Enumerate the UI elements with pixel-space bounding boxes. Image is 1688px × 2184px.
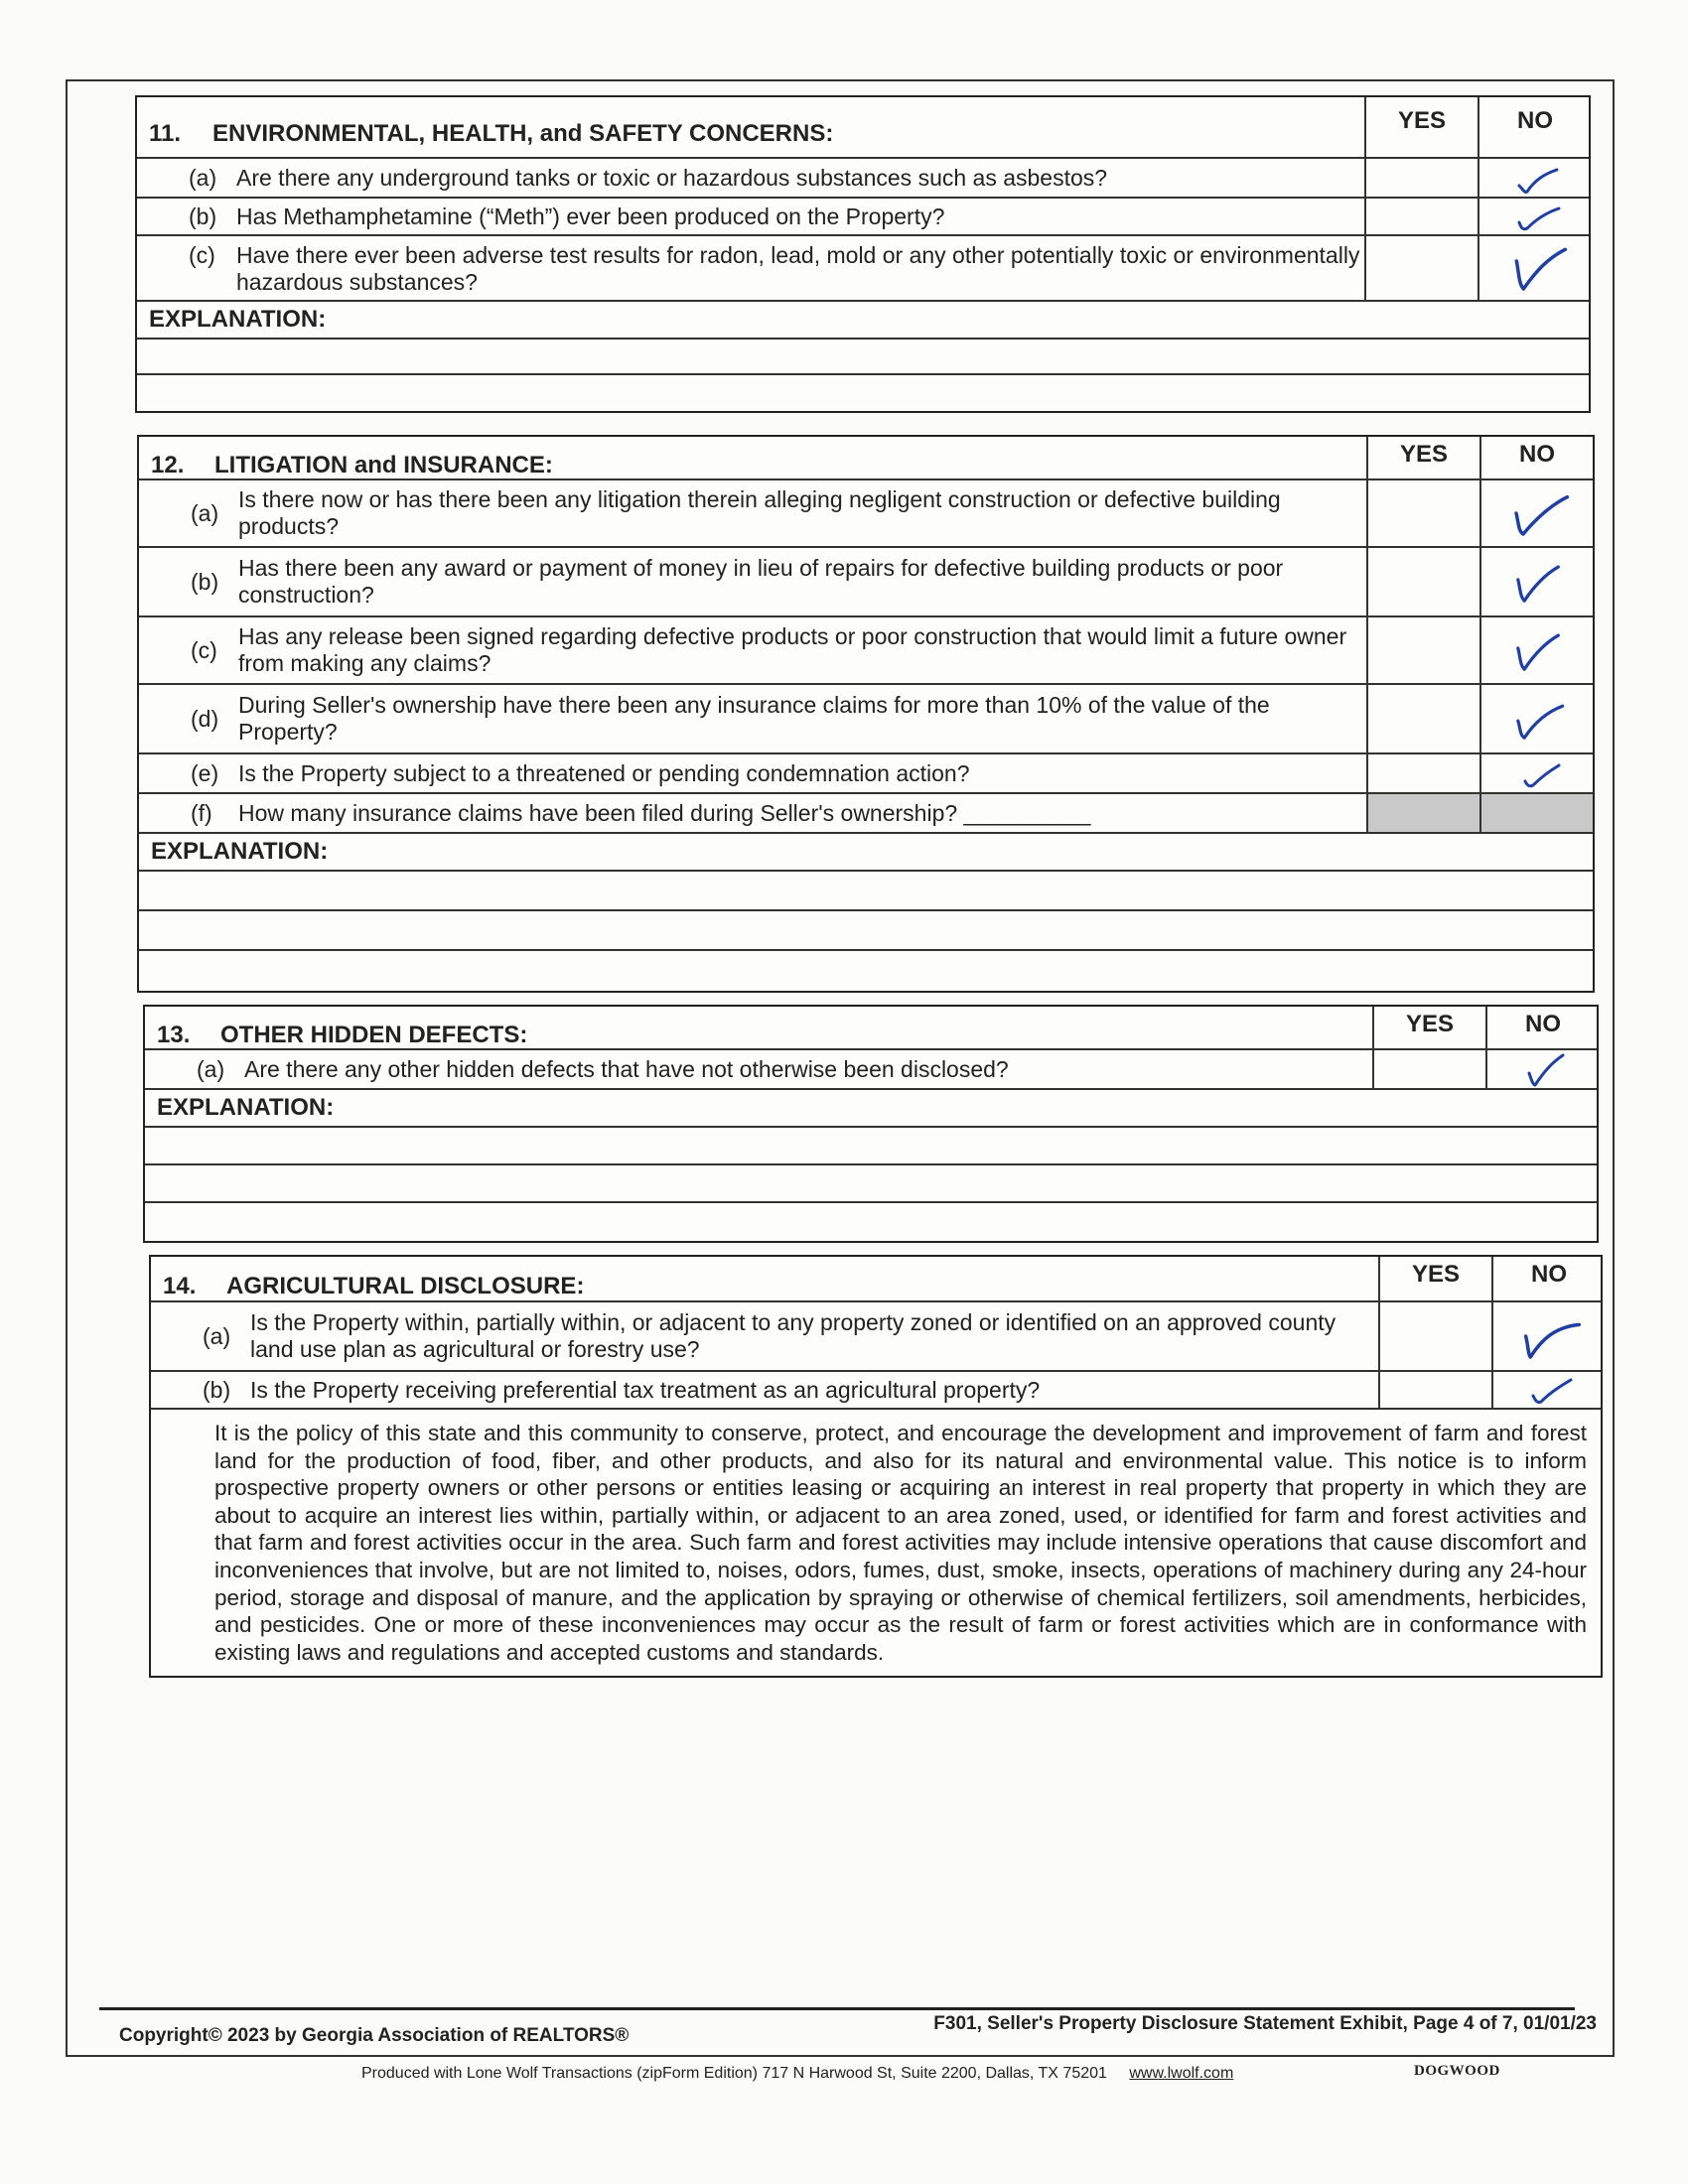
question-letter: (b) bbox=[189, 203, 217, 229]
shaded-cell bbox=[1366, 794, 1479, 832]
section-14-header bbox=[151, 1257, 1601, 1302]
explanation-line[interactable] bbox=[137, 340, 1589, 375]
explanation-line[interactable] bbox=[145, 1165, 1597, 1203]
checkmark-icon bbox=[1505, 195, 1565, 238]
question-12e bbox=[139, 754, 1593, 794]
checkmark-icon bbox=[1507, 751, 1567, 795]
question-14b bbox=[151, 1372, 1601, 1410]
question-letter: (a) bbox=[191, 499, 219, 526]
explanation-label: EXPLANATION: bbox=[151, 838, 329, 865]
explanation-line[interactable] bbox=[139, 872, 1593, 911]
checkmark-icon bbox=[1505, 624, 1569, 676]
checkmark-icon bbox=[1505, 556, 1569, 608]
question-letter: (d) bbox=[191, 705, 219, 732]
lwolf-link[interactable]: www.lwolf.com bbox=[1129, 2065, 1234, 2082]
question-11a bbox=[137, 159, 1589, 199]
no-checkbox[interactable] bbox=[1479, 617, 1593, 683]
yes-checkbox[interactable] bbox=[1372, 1050, 1485, 1088]
no-checkbox[interactable] bbox=[1491, 1302, 1605, 1370]
no-checkbox[interactable] bbox=[1479, 754, 1593, 792]
explanation-label: EXPLANATION: bbox=[149, 306, 327, 333]
yes-checkbox[interactable] bbox=[1366, 548, 1479, 615]
no-checkbox[interactable] bbox=[1485, 1050, 1599, 1088]
no-column-header: NO bbox=[1491, 1257, 1605, 1300]
explanation-line[interactable] bbox=[145, 1128, 1597, 1165]
question-letter: (a) bbox=[189, 164, 217, 191]
question-letter: (e) bbox=[191, 759, 219, 786]
no-checkbox[interactable] bbox=[1477, 199, 1591, 234]
question-text: Are there any underground tanks or toxic or hazardous substances such as asbestos? bbox=[236, 164, 1108, 191]
explanation-line[interactable] bbox=[139, 951, 1593, 991]
question-text: Is there now or has there been any litigation therein alleging negligent construction or defective building products? bbox=[238, 486, 1281, 539]
section-12 bbox=[137, 435, 1595, 993]
yes-checkbox[interactable] bbox=[1364, 236, 1477, 300]
checkmark-icon bbox=[1514, 1310, 1584, 1362]
question-12b bbox=[139, 548, 1593, 617]
question-11c bbox=[137, 236, 1589, 302]
checkmark-icon bbox=[1513, 1047, 1573, 1091]
explanation-line[interactable] bbox=[139, 911, 1593, 951]
section-title: ENVIRONMENTAL, HEALTH, and SAFETY CONCERNS: bbox=[212, 119, 834, 147]
explanation-row bbox=[139, 834, 1593, 872]
question-letter: (c) bbox=[191, 636, 217, 663]
no-checkbox[interactable] bbox=[1479, 480, 1593, 546]
explanation-row bbox=[145, 1090, 1597, 1128]
yes-checkbox[interactable] bbox=[1364, 199, 1477, 234]
section-title: AGRICULTURAL DISCLOSURE: bbox=[226, 1272, 585, 1299]
yes-checkbox[interactable] bbox=[1366, 685, 1479, 752]
policy-text: It is the policy of this state and this community to conserve, protect, and encourage the development and improvement of farm and forest land for the production of food, fiber, and other products, and also for its natural and environmental value. This notice is to inform prospective property owners or other persons or entities leasing or acquiring an interest in real property that property in which they are about to acquire an interest lies within, partially within, or adjacent to an area zoned, used, or identified for farm and forest activities and that farm and forest activities occur in the area. Such farm and forest activities may include intensive operations that cause discomfort and inconveniences that involve, but are not limited to, noises, odors, fumes, dust, smoke, insects, operations of machinery during any 24-hour period, storage and disposal of manure, and the application by spraying or otherwise of chemical fertilizers, soil amendments, herbicides, and pesticides. One or more of these inconveniences may occur as the result of farm or forest activities which are in conformance with existing laws and regulations and accepted customs and standards. bbox=[214, 1421, 1587, 1665]
question-letter: (a) bbox=[197, 1055, 225, 1082]
question-letter: (b) bbox=[191, 568, 219, 595]
question-12d bbox=[139, 685, 1593, 754]
no-checkbox[interactable] bbox=[1477, 159, 1591, 197]
yes-column-header: YES bbox=[1366, 437, 1479, 478]
question-letter: (b) bbox=[203, 1376, 231, 1403]
footer-rule bbox=[99, 2007, 1575, 2010]
yes-checkbox[interactable] bbox=[1364, 159, 1477, 197]
explanation-row bbox=[137, 302, 1589, 340]
section-12-header bbox=[139, 437, 1593, 480]
no-column-header: NO bbox=[1485, 1007, 1599, 1048]
question-text: Have there ever been adverse test results for radon, lead, mold or any other potentially toxic or environmentally hazardous substances? bbox=[236, 242, 1360, 295]
section-number: 13. bbox=[157, 1021, 191, 1048]
question-12c bbox=[139, 617, 1593, 685]
question-14a bbox=[151, 1302, 1601, 1372]
question-12a bbox=[139, 480, 1593, 548]
question-text: Are there any other hidden defects that have not otherwise been disclosed? bbox=[244, 1055, 1009, 1082]
question-letter: (f) bbox=[191, 799, 212, 826]
question-text: Is the Property within, partially within, or adjacent to any property zoned or identified on an approved county land use plan as agricultural or forestry use? bbox=[250, 1309, 1336, 1362]
question-text: Is the Property subject to a threatened or pending condemnation action? bbox=[238, 759, 970, 786]
section-13-header bbox=[145, 1007, 1597, 1050]
checkmark-icon bbox=[1505, 156, 1565, 200]
section-13 bbox=[143, 1005, 1599, 1243]
explanation-label: EXPLANATION: bbox=[157, 1094, 335, 1121]
question-text: How many insurance claims have been filed during Seller's ownership? __________ bbox=[238, 799, 1091, 826]
question-text: Is the Property receiving preferential tax treatment as an agricultural property? bbox=[250, 1376, 1041, 1403]
shaded-cell bbox=[1479, 794, 1593, 832]
yes-checkbox[interactable] bbox=[1366, 754, 1479, 792]
question-text: Has Methamphetamine (“Meth”) ever been produced on the Property? bbox=[236, 203, 945, 229]
checkmark-icon bbox=[1519, 1368, 1579, 1412]
question-text: During Seller's ownership have there been any insurance claims for more than 10% of the value of the Property? bbox=[238, 692, 1270, 745]
section-title: OTHER HIDDEN DEFECTS: bbox=[220, 1021, 528, 1048]
yes-checkbox[interactable] bbox=[1378, 1372, 1491, 1408]
question-13a bbox=[145, 1050, 1597, 1090]
yes-checkbox[interactable] bbox=[1378, 1302, 1491, 1370]
yes-checkbox[interactable] bbox=[1366, 480, 1479, 546]
checkmark-icon bbox=[1500, 240, 1570, 296]
no-column-header: NO bbox=[1479, 437, 1593, 478]
section-number: 14. bbox=[163, 1272, 197, 1299]
question-letter: (a) bbox=[203, 1322, 231, 1349]
section-14 bbox=[149, 1255, 1603, 1678]
no-column-header: NO bbox=[1477, 97, 1591, 157]
no-checkbox[interactable] bbox=[1491, 1372, 1605, 1408]
explanation-line[interactable] bbox=[145, 1203, 1597, 1241]
explanation-line[interactable] bbox=[137, 375, 1589, 411]
question-11b bbox=[137, 199, 1589, 236]
yes-column-header: YES bbox=[1372, 1007, 1485, 1048]
section-11-header bbox=[137, 97, 1589, 159]
no-checkbox[interactable] bbox=[1477, 236, 1591, 300]
no-checkbox[interactable] bbox=[1479, 548, 1593, 615]
footer-copyright: Copyright© 2023 by Georgia Association of REALTORS® bbox=[119, 2025, 630, 2046]
yes-column-header: YES bbox=[1378, 1257, 1491, 1300]
footer-form-id: F301, Seller's Property Disclosure Statement Exhibit, Page 4 of 7, 01/01/23 bbox=[933, 2013, 1597, 2034]
section-number: 12. bbox=[151, 451, 185, 478]
policy-notice bbox=[151, 1410, 1601, 1676]
section-title: LITIGATION and INSURANCE: bbox=[214, 451, 553, 478]
section-number: 11. bbox=[149, 119, 182, 147]
produced-text: Produced with Lone Wolf Transactions (zipForm Edition) 717 N Harwood St, Suite 2200, Dallas, TX 75201 bbox=[361, 2065, 1107, 2082]
produced-by bbox=[361, 2065, 1233, 2083]
no-checkbox[interactable] bbox=[1479, 685, 1593, 752]
question-letter: (c) bbox=[189, 242, 215, 268]
checkmark-icon bbox=[1502, 485, 1572, 541]
yes-checkbox[interactable] bbox=[1366, 617, 1479, 683]
question-12f bbox=[139, 794, 1593, 834]
checkmark-icon bbox=[1505, 693, 1569, 745]
brand-label: DOGWOOD bbox=[1414, 2063, 1500, 2079]
question-text: Has any release been signed regarding defective products or poor construction that would limit a future owner from making any claims? bbox=[238, 623, 1347, 676]
yes-column-header: YES bbox=[1364, 97, 1477, 157]
section-11 bbox=[135, 95, 1591, 413]
question-text: Has there been any award or payment of money in lieu of repairs for defective building products or poor construction? bbox=[238, 555, 1284, 608]
